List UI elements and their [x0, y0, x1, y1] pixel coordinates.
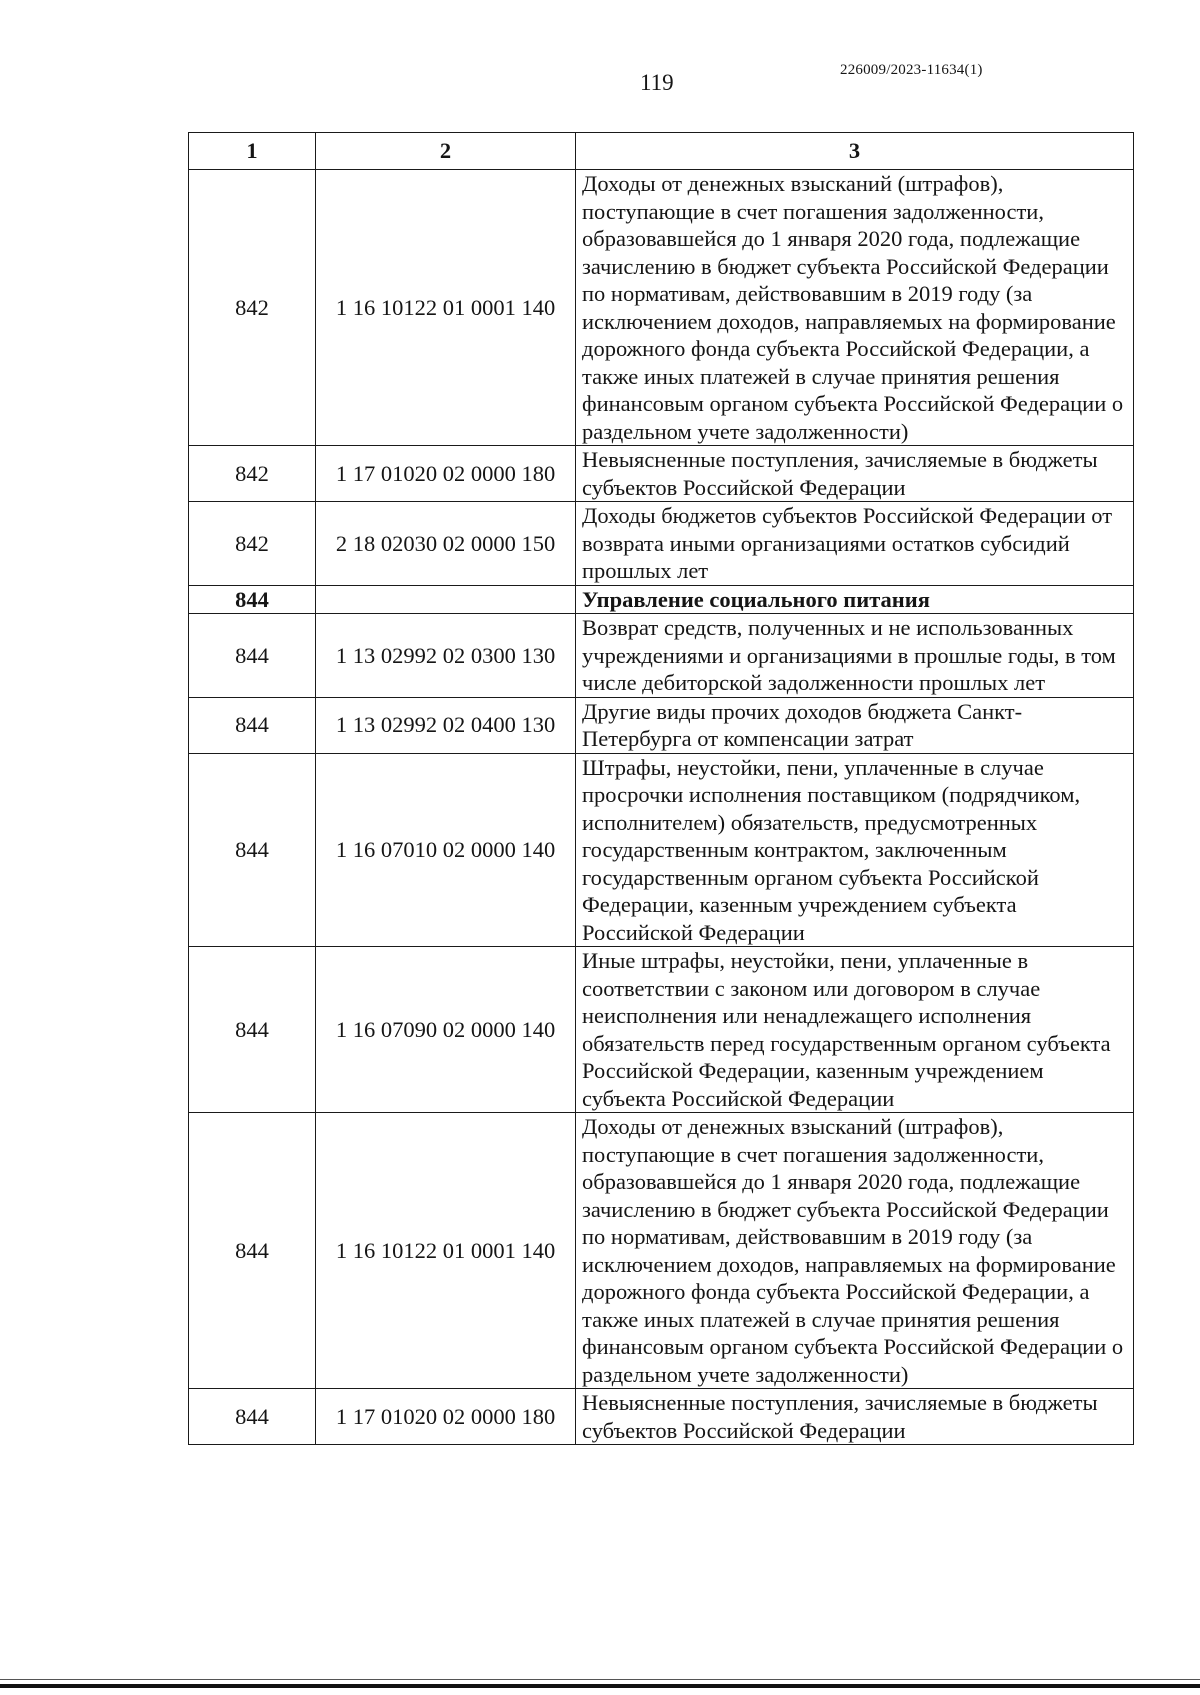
admin-code-cell: 842	[189, 170, 316, 446]
admin-code-cell: 844	[189, 947, 316, 1113]
column-header-3: 3	[576, 133, 1134, 170]
revenue-code-cell: 1 13 02992 02 0400 130	[316, 697, 576, 753]
description-cell: Невыясненные поступления, зачисляемые в бюджеты субъектов Российской Федерации	[576, 1389, 1134, 1445]
scan-edge-line	[0, 1679, 1200, 1680]
revenue-code-cell: 2 18 02030 02 0000 150	[316, 502, 576, 586]
table-row	[189, 697, 1134, 753]
page-number: 119	[640, 70, 674, 95]
revenue-codes-table	[188, 132, 1134, 1445]
admin-code-cell: 842	[189, 502, 316, 586]
column-header-2: 2	[316, 133, 576, 170]
description-cell: Возврат средств, полученных и не использованных учреждениями и организациями в прошлые годы, в том числе дебиторской задолженности прошлых лет	[576, 614, 1134, 698]
description-cell: Иные штрафы, неустойки, пени, уплаченные в соответствии с законом или договором в случае неисполнения или ненадлежащего исполнения обязательств перед государственным органом субъекта Российской Федерации, казенным учреждением субъекта Российской Федерации	[576, 947, 1134, 1113]
revenue-code-cell: 1 13 02992 02 0300 130	[316, 614, 576, 698]
table-row	[189, 446, 1134, 502]
revenue-code-cell: 1 16 10122 01 0001 140	[316, 170, 576, 446]
table-row	[189, 1389, 1134, 1445]
admin-code-cell: 844	[189, 585, 316, 614]
scan-bottom-border	[0, 1684, 1200, 1688]
section-title-cell: Управление социального питания	[576, 585, 1134, 614]
admin-code-cell: 842	[189, 446, 316, 502]
description-cell: Штрафы, неустойки, пени, уплаченные в случае просрочки исполнения поставщиком (подрядчиком, исполнителем) обязательств, предусмотренных государственным контрактом, заключенным государственным органом субъекта Российской Федерации, казенным учреждением субъекта Российской Федерации	[576, 753, 1134, 947]
table-row	[189, 502, 1134, 586]
revenue-code-cell: 1 16 07090 02 0000 140	[316, 947, 576, 1113]
description-cell: Невыясненные поступления, зачисляемые в бюджеты субъектов Российской Федерации	[576, 446, 1134, 502]
table-row	[189, 753, 1134, 947]
description-cell: Другие виды прочих доходов бюджета Санкт-Петербурга от компенсации затрат	[576, 697, 1134, 753]
admin-code-cell: 844	[189, 697, 316, 753]
admin-code-cell: 844	[189, 1389, 316, 1445]
column-header-1: 1	[189, 133, 316, 170]
section-header-row	[189, 585, 1134, 614]
description-cell: Доходы от денежных взысканий (штрафов), поступающие в счет погашения задолженности, образовавшейся до 1 января 2020 года, подлежащие зачислению в бюджет субъекта Российской Федерации по нормативам, действовавшим в 2019 году (за исключением доходов, направляемых на формирование дорожного фонда субъекта Российской Федерации, а также иных платежей в случае принятия решения финансовым органом субъекта Российской Федерации о раздельном учете задолженности)	[576, 1113, 1134, 1389]
description-cell: Доходы от денежных взысканий (штрафов), поступающие в счет погашения задолженности, образовавшейся до 1 января 2020 года, подлежащие зачислению в бюджет субъекта Российской Федерации по нормативам, действовавшим в 2019 году (за исключением доходов, направляемых на формирование дорожного фонда субъекта Российской Федерации, а также иных платежей в случае принятия решения финансовым органом субъекта Российской Федерации о раздельном учете задолженности)	[576, 170, 1134, 446]
table-row	[189, 947, 1134, 1113]
admin-code-cell: 844	[189, 753, 316, 947]
table-row	[189, 1113, 1134, 1389]
revenue-code-cell: 1 17 01020 02 0000 180	[316, 446, 576, 502]
table-header-row	[189, 133, 1134, 170]
description-cell: Доходы бюджетов субъектов Российской Федерации от возврата иными организациями остатков субсидий прошлых лет	[576, 502, 1134, 586]
revenue-code-cell	[316, 585, 576, 614]
revenue-code-cell: 1 16 10122 01 0001 140	[316, 1113, 576, 1389]
admin-code-cell: 844	[189, 1113, 316, 1389]
revenue-code-cell: 1 16 07010 02 0000 140	[316, 753, 576, 947]
admin-code-cell: 844	[189, 614, 316, 698]
table-row	[189, 614, 1134, 698]
revenue-code-cell: 1 17 01020 02 0000 180	[316, 1389, 576, 1445]
document-id: 226009/2023-11634(1)	[840, 62, 983, 78]
table-row	[189, 170, 1134, 446]
